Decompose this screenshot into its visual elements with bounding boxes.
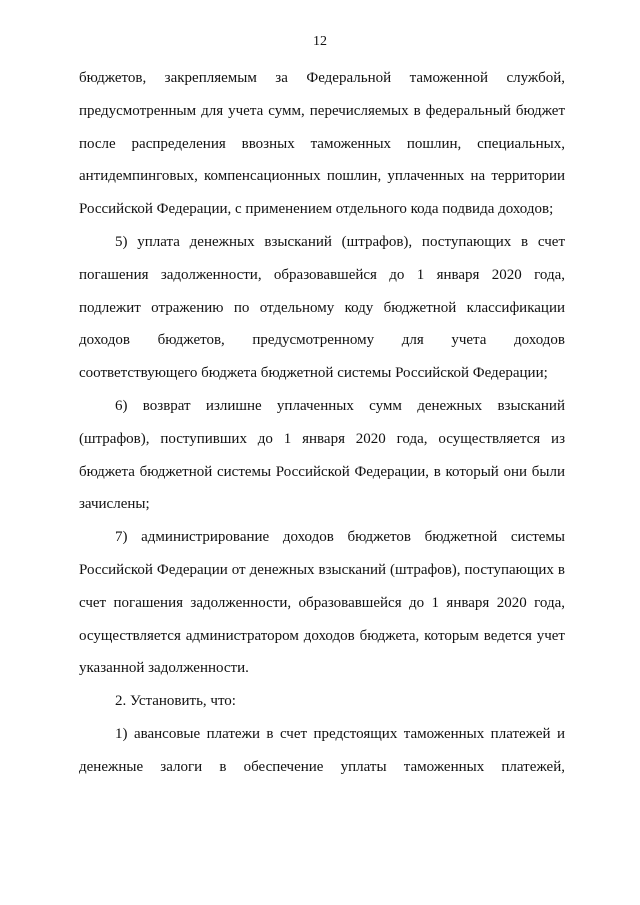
text-line: зачислены; bbox=[79, 496, 150, 513]
page-number: 12 bbox=[313, 34, 327, 49]
text-line: денежные залоги в обеспечение уплаты таможенных платежей, bbox=[79, 758, 565, 775]
text-line: бюджетов, закрепляемым за Федеральной таможенной службой, bbox=[79, 70, 565, 86]
text-line: 7) администрирование доходов бюджетов бюджетной системы bbox=[115, 529, 565, 546]
text-line: бюджета бюджетной системы Российской Федерации, в который они были bbox=[79, 463, 565, 480]
text-line: 1) авансовые платежи в счет предстоящих таможенных платежей и bbox=[115, 725, 565, 742]
text-line: соответствующего бюджета бюджетной системы Российской Федерации; bbox=[79, 365, 548, 382]
text-line: после распределения ввозных таможенных пошлин, специальных, bbox=[79, 135, 565, 152]
text-line: (штрафов), поступивших до 1 января 2020 года, осуществляется из bbox=[79, 430, 565, 447]
text-line: осуществляется администратором доходов бюджета, которым ведется учет bbox=[79, 627, 565, 644]
text-line: Российской Федерации от денежных взысканий (штрафов), поступающих в bbox=[79, 561, 565, 578]
text-line: 6) возврат излишне уплаченных сумм денежных взысканий bbox=[115, 397, 565, 414]
text-line: 2. Установить, что: bbox=[115, 693, 236, 710]
text-line: антидемпинговых, компенсационных пошлин, уплаченных на территории bbox=[79, 168, 565, 185]
text-line: доходов бюджетов, предусмотренному для учета доходов bbox=[79, 332, 565, 349]
text-line: 5) уплата денежных взысканий (штрафов), поступающих в счет bbox=[115, 233, 565, 250]
text-line: Российской Федерации, с применением отдельного кода подвида доходов; bbox=[79, 201, 554, 218]
text-line: подлежит отражению по отдельному коду бюджетной классификации bbox=[79, 299, 565, 316]
text-line: счет погашения задолженности, образовавшейся до 1 января 2020 года, bbox=[79, 594, 565, 611]
document-body bbox=[79, 62, 565, 784]
text-line: погашения задолженности, образовавшейся до 1 января 2020 года, bbox=[79, 266, 565, 283]
text-line: предусмотренным для учета сумм, перечисляемых в федеральный бюджет bbox=[79, 102, 565, 119]
text-line: указанной задолженности. bbox=[79, 660, 249, 677]
